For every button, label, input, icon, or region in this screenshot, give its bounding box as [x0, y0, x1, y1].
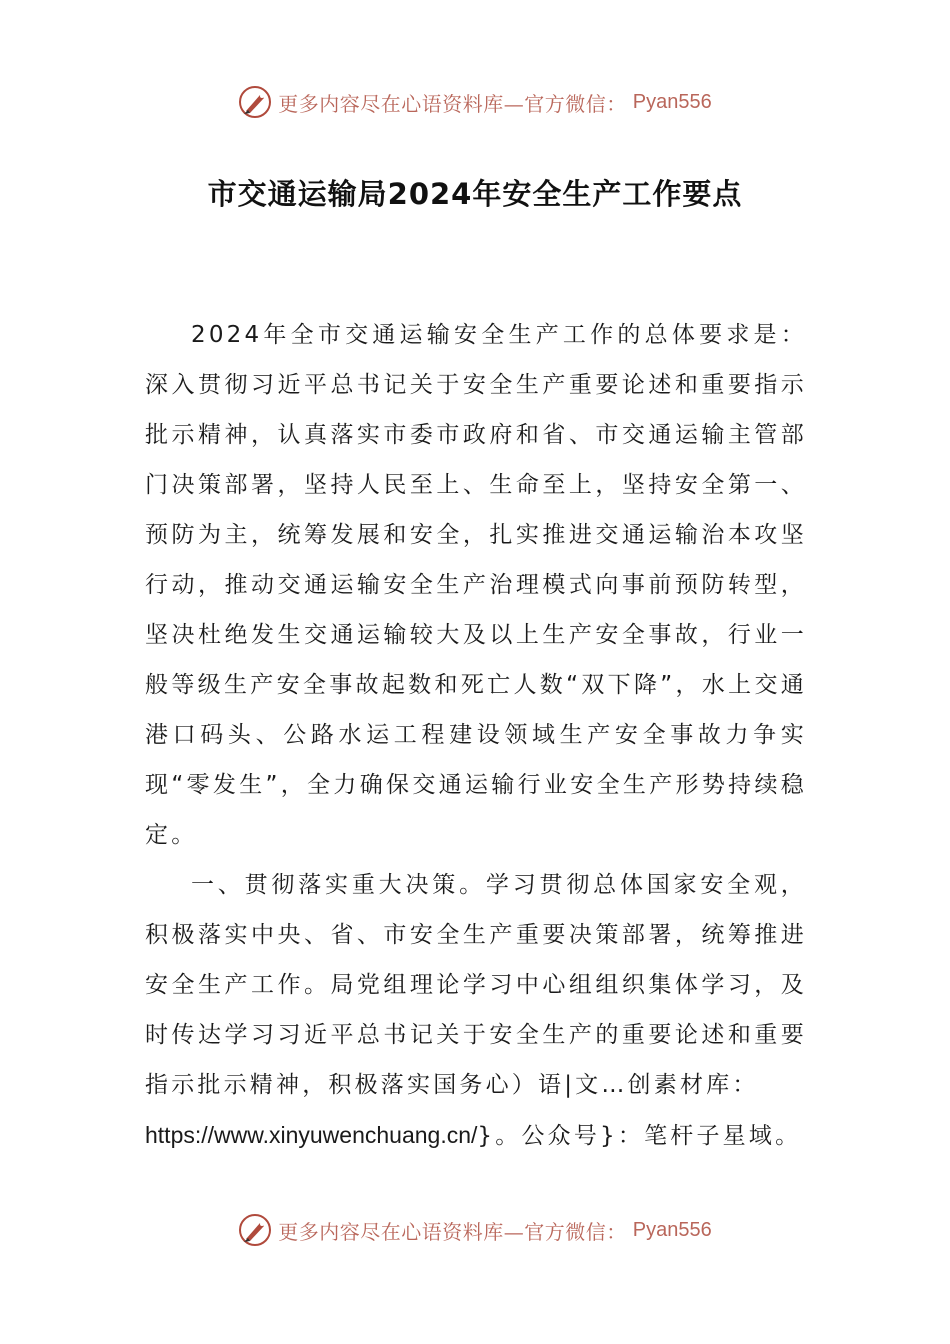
watermark-wechat-id: Pyan556 — [632, 90, 712, 113]
watermark-text: 更多内容尽在心语资料库—官方微信： — [278, 91, 627, 116]
pen-logo-icon — [238, 1213, 272, 1247]
paragraph-section-1-text: 一、贯彻落实重大决策。学习贯彻总体国家安全观，积极落实中央、省、市安全生产重要决策部署，统筹推进安全生产工作。局党组理论学习中心组组织集体学习，及时传达学习习近平总书记关于安全生产的重要论述和重要指示批示精神，积极落实国务心）语|文…创素材库： — [145, 872, 807, 1098]
document-title: 市交通运输局2024年安全生产工作要点 — [207, 177, 743, 211]
source-url[interactable]: https://www.xinyuwenchuang.cn/ — [145, 1122, 478, 1148]
paragraph-intro: 2024年全市交通运输安全生产工作的总体要求是：深入贯彻习近平总书记关于安全生产重要论述和重要指示批示精神，认真落实市委市政府和省、市交通运输主管部门决策部署，坚持人民至上、生命至上，坚持安全第一、预防为主，统筹发展和安全，扎实推进交通运输治本攻坚行动，推动交通运输安全生产治理模式向事前预防转型，坚决杜绝发生交通运输较大及以上生产安全事故，行业一般等级生产安全事故起数和死亡人数“双下降”，水上交通港口码头、公路水运工程建设领域生产安全事故力争实现“零发生”，全力确保交通运输行业安全生产形势持续稳定。 — [145, 322, 807, 848]
watermark-text: 更多内容尽在心语资料库—官方微信： — [278, 1219, 627, 1244]
footer-watermark — [0, 1208, 950, 1252]
paragraph-section-1 — [145, 860, 807, 1110]
document-body — [145, 310, 807, 1161]
watermark-wechat-id: Pyan556 — [632, 1218, 712, 1241]
tail-text: }。公众号}：笔杆子星域。 — [477, 1123, 802, 1149]
pen-logo-icon — [238, 85, 272, 119]
url-line — [145, 1110, 807, 1161]
header-watermark — [0, 80, 950, 124]
